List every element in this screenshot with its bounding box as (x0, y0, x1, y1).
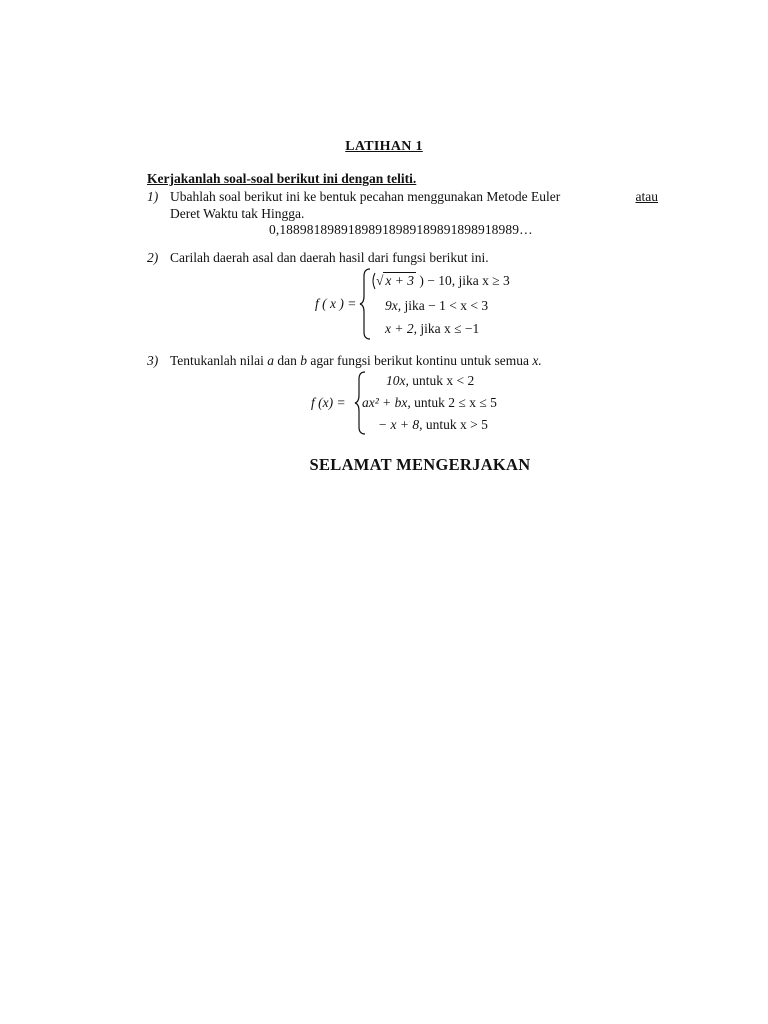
q1-decimal: 0,18898189891898918989189891898918989… (269, 222, 533, 237)
closing-text: SELAMAT MENGERJAKAN (309, 455, 531, 474)
q3-var-a: a (267, 353, 275, 368)
sqrt-sign: √ (376, 273, 384, 288)
q3-text-a: Tentukanlah nilai (170, 353, 264, 368)
q3-case2-expr: ax² + bx, (362, 395, 411, 410)
q1-line2: Deret Waktu tak Hingga. (170, 206, 305, 221)
q2-case2-cond: jika − 1 < x < 3 (404, 298, 489, 313)
q1-line1-underlined: atau (635, 189, 658, 204)
q2-case1-cond: jika x ≥ 3 (458, 273, 510, 288)
q2-number: 2) (147, 250, 159, 265)
q3-case1-expr: 10x, (386, 373, 409, 388)
q1-line1-text: Ubahlah soal berikut ini ke bentuk pecahan menggunakan Metode Euler (170, 189, 561, 204)
q2-case1-radicand: x + 3 (385, 273, 415, 288)
q3-case2 (362, 395, 497, 411)
q3-case1-cond: untuk x < 2 (412, 373, 475, 388)
q3-lhs: f (x) = (311, 395, 346, 410)
instruction-text: Kerjakanlah soal-soal berikut ini dengan teliti. (147, 171, 417, 186)
q1-number: 1) (147, 189, 159, 204)
q2-case1-rest: − 10, (427, 273, 456, 288)
q3-var-b: b (300, 353, 308, 368)
q3-text-c: agar fungsi berikut kontinu untuk semua (310, 353, 529, 368)
q2-paren-right: ) (416, 273, 424, 288)
q2-case3-cond: jika x ≤ −1 (420, 321, 480, 336)
q3-text-b: dan (277, 353, 297, 368)
q2-text: Carilah daerah asal dan daerah hasil dari fungsi berikut ini. (170, 250, 489, 265)
q3-case1 (386, 373, 474, 389)
q3-number: 3) (147, 353, 159, 368)
q3-text (170, 353, 542, 369)
page-title: LATIHAN 1 (345, 139, 423, 154)
q2-case2 (385, 298, 488, 314)
q3-var-x: x. (532, 353, 542, 368)
q3-case2-cond: untuk 2 ≤ x ≤ 5 (414, 395, 497, 410)
q2-case2-expr: 9x, (385, 298, 402, 313)
q2-case3-expr: x + 2, (385, 321, 417, 336)
q3-case3-cond: untuk x > 5 (425, 417, 488, 432)
q3-case3-expr: − x + 8, (378, 417, 423, 432)
q2-case3 (385, 321, 479, 337)
q3-case3 (378, 417, 488, 433)
q2-lhs: f ( x ) = (315, 296, 357, 311)
q2-case1 (376, 272, 510, 289)
q1-line1 (170, 189, 658, 205)
